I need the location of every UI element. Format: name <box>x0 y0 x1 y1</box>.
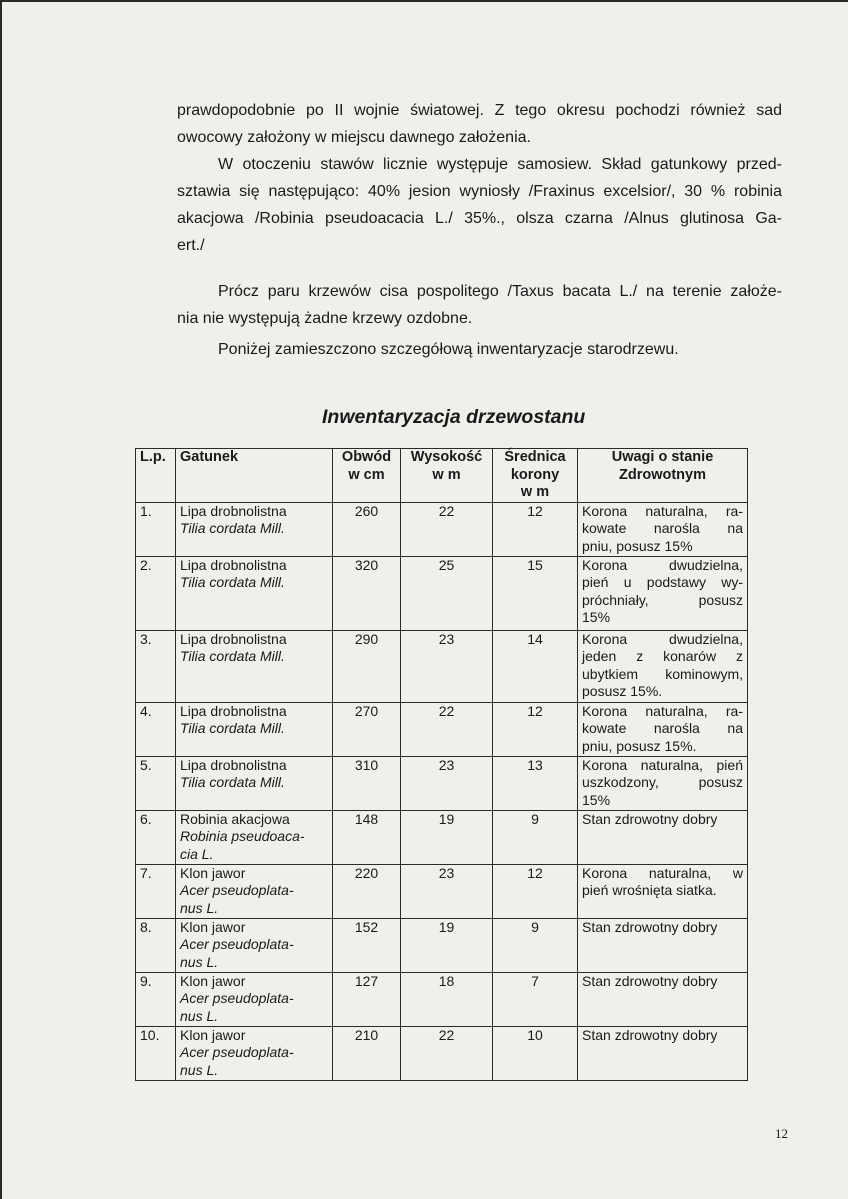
note-line: 15% <box>582 609 611 625</box>
header-obwod <box>333 449 401 503</box>
cell-obwod: 148 <box>333 810 401 864</box>
cell-wysokosc: 23 <box>401 756 493 810</box>
cell-uwagi <box>578 502 748 556</box>
cell-srednica: 7 <box>493 972 578 1026</box>
cell-lp: 2. <box>136 556 176 630</box>
species-latin-name: nus L. <box>180 953 219 970</box>
cell-gatunek <box>176 972 333 1026</box>
note-line: kowate narośla na <box>582 520 743 536</box>
species-latin-name: Acer pseudoplata- <box>180 1044 294 1060</box>
cell-obwod: 310 <box>333 756 401 810</box>
note-line: Stan zdrowotny dobry <box>582 972 718 989</box>
cell-wysokosc: 22 <box>401 702 493 756</box>
cell-uwagi <box>578 756 748 810</box>
cell-uwagi <box>578 556 748 630</box>
species-name: Klon jawor <box>180 1026 246 1043</box>
header-line: Wysokość <box>410 449 483 465</box>
cell-lp: 9. <box>136 972 176 1026</box>
note-line: Stan zdrowotny dobry <box>582 918 718 935</box>
text-line: owocowy założony w miejscu dawnego założenia. <box>177 129 531 146</box>
table-row <box>136 502 748 556</box>
table-row <box>136 864 748 918</box>
species-latin-name: nus L. <box>180 1007 219 1024</box>
cell-uwagi <box>578 918 748 972</box>
species-latin-name: nus L. <box>180 899 219 916</box>
species-latin-name: nus L. <box>180 1061 219 1078</box>
cell-wysokosc: 19 <box>401 810 493 864</box>
cell-wysokosc: 19 <box>401 918 493 972</box>
cell-gatunek <box>176 556 333 630</box>
text-line: Prócz paru krzewów cisa pospolitego /Taxus bacata L./ na terenie założe- <box>218 283 782 300</box>
text-line: sztawia się następująco: 40% jesion wyniosły /Fraxinus excelsior/, 30 % robinia <box>177 183 782 200</box>
cell-wysokosc: 23 <box>401 864 493 918</box>
cell-obwod: 152 <box>333 918 401 972</box>
inventory-table <box>135 448 748 1081</box>
cell-uwagi <box>578 864 748 918</box>
table-row <box>136 810 748 864</box>
cell-wysokosc: 23 <box>401 630 493 702</box>
header-srednica <box>493 449 578 503</box>
species-latin-name: Robinia pseudoaca- <box>180 828 305 844</box>
cell-srednica: 13 <box>493 756 578 810</box>
note-line: Korona naturalna, w <box>582 864 743 881</box>
text-line: nia nie występują żadne krzewy ozdobne. <box>177 310 473 327</box>
cell-uwagi <box>578 702 748 756</box>
cell-srednica: 14 <box>493 630 578 702</box>
cell-uwagi <box>578 972 748 1026</box>
species-latin-name: Acer pseudoplata- <box>180 882 294 898</box>
note-line: Korona naturalna, ra- <box>582 502 743 519</box>
species-name: Lipa drobnolistna <box>180 502 287 519</box>
table-row <box>136 702 748 756</box>
table-row <box>136 1026 748 1080</box>
cell-lp: 6. <box>136 810 176 864</box>
note-line: Korona naturalna, pień <box>582 756 743 773</box>
cell-gatunek <box>176 918 333 972</box>
header-line: Obwód <box>341 449 392 465</box>
note-line: pniu, posusz 15% <box>582 537 693 554</box>
cell-gatunek <box>176 630 333 702</box>
header-line: w cm <box>348 466 385 483</box>
note-line: uszkodzony, posusz <box>582 774 743 790</box>
header-gatunek: Gatunek <box>176 449 333 503</box>
note-line: pień wrośnięta siatka. <box>582 882 717 898</box>
header-line: w m <box>432 466 461 483</box>
table-header-row <box>136 449 748 503</box>
species-name: Klon jawor <box>180 972 246 989</box>
species-latin-name: Tilia cordata Mill. <box>180 774 285 790</box>
cell-wysokosc: 22 <box>401 502 493 556</box>
text-line: prawdopodobnie po II wojnie światowej. Z tego okresu pochodzi również sad <box>177 102 782 119</box>
cell-obwod: 270 <box>333 702 401 756</box>
cell-lp: 4. <box>136 702 176 756</box>
cell-obwod: 290 <box>333 630 401 702</box>
paragraph-4 <box>177 336 782 363</box>
paragraph-1 <box>177 97 782 151</box>
table-row <box>136 756 748 810</box>
header-line: korony <box>510 466 560 483</box>
cell-wysokosc: 22 <box>401 1026 493 1080</box>
note-line: Korona dwudzielna, <box>582 556 743 573</box>
species-latin-name: cia L. <box>180 845 214 862</box>
note-line: Stan zdrowotny dobry <box>582 810 718 827</box>
note-line: Stan zdrowotny dobry <box>582 1026 718 1043</box>
header-line: Uwagi o stanie <box>611 449 714 465</box>
table-row <box>136 972 748 1026</box>
header-line: Zdrowotnym <box>619 466 706 483</box>
table-title: Inwentaryzacja drzewostanu <box>322 406 586 428</box>
cell-obwod: 210 <box>333 1026 401 1080</box>
cell-wysokosc: 25 <box>401 556 493 630</box>
cell-lp: 10. <box>136 1026 176 1080</box>
note-line: Korona naturalna, ra- <box>582 702 743 719</box>
cell-uwagi <box>578 630 748 702</box>
note-line: ubytkiem kominowym, <box>582 665 743 682</box>
note-line: próchniały, posusz <box>582 591 743 608</box>
note-line: pniu, posusz 15%. <box>582 737 697 754</box>
table-body <box>136 502 748 1080</box>
text-line: W otoczeniu stawów licznie występuje samosiew. Skład gatunkowy przed- <box>218 156 782 173</box>
header-lp: L.p. <box>136 449 176 503</box>
table-row <box>136 556 748 630</box>
cell-lp: 3. <box>136 630 176 702</box>
cell-obwod: 127 <box>333 972 401 1026</box>
header-line: Średnica <box>504 449 566 465</box>
species-latin-name: Acer pseudoplata- <box>180 936 294 952</box>
text-line: Poniżej zamieszczono szczegółową inwentaryzacje starodrzewu. <box>218 341 679 358</box>
cell-obwod: 260 <box>333 502 401 556</box>
table-row <box>136 918 748 972</box>
note-line: 15% <box>582 791 611 808</box>
cell-gatunek <box>176 810 333 864</box>
cell-lp: 5. <box>136 756 176 810</box>
table-row <box>136 630 748 702</box>
species-name: Lipa drobnolistna <box>180 702 287 719</box>
cell-obwod: 320 <box>333 556 401 630</box>
cell-gatunek <box>176 864 333 918</box>
species-latin-name: Tilia cordata Mill. <box>180 574 285 590</box>
species-name: Lipa drobnolistna <box>180 630 287 647</box>
note-line: posusz 15%. <box>582 683 663 699</box>
paragraph-3 <box>177 278 782 332</box>
header-uwagi <box>578 449 748 503</box>
species-name: Lipa drobnolistna <box>180 556 287 573</box>
paragraph-2 <box>177 151 782 259</box>
species-name: Klon jawor <box>180 918 246 935</box>
cell-srednica: 12 <box>493 502 578 556</box>
species-latin-name: Acer pseudoplata- <box>180 990 294 1006</box>
cell-srednica: 10 <box>493 1026 578 1080</box>
species-name: Klon jawor <box>180 864 246 881</box>
cell-obwod: 220 <box>333 864 401 918</box>
cell-srednica: 12 <box>493 702 578 756</box>
cell-srednica: 9 <box>493 810 578 864</box>
note-line: jeden z konarów z <box>582 648 743 664</box>
species-name: Robinia akacjowa <box>180 810 290 827</box>
cell-srednica: 9 <box>493 918 578 972</box>
cell-gatunek <box>176 702 333 756</box>
text-line: akacjowa /Robinia pseudoacacia L./ 35%., olsza czarna /Alnus glutinosa Ga- <box>177 210 782 227</box>
species-latin-name: Tilia cordata Mill. <box>180 648 285 664</box>
cell-srednica: 12 <box>493 864 578 918</box>
header-line: w m <box>520 484 550 500</box>
cell-lp: 1. <box>136 502 176 556</box>
cell-uwagi <box>578 1026 748 1080</box>
cell-srednica: 15 <box>493 556 578 630</box>
header-wysokosc <box>401 449 493 503</box>
cell-uwagi <box>578 810 748 864</box>
note-line: kowate narośla na <box>582 720 743 736</box>
cell-gatunek <box>176 502 333 556</box>
cell-lp: 7. <box>136 864 176 918</box>
page-number: 12 <box>775 1126 788 1141</box>
cell-wysokosc: 18 <box>401 972 493 1026</box>
cell-gatunek <box>176 1026 333 1080</box>
note-line: Korona dwudzielna, <box>582 630 743 647</box>
species-latin-name: Tilia cordata Mill. <box>180 720 285 736</box>
text-line: ert./ <box>177 237 205 254</box>
note-line: pień u podstawy wy- <box>582 574 743 590</box>
cell-lp: 8. <box>136 918 176 972</box>
cell-gatunek <box>176 756 333 810</box>
species-latin-name: Tilia cordata Mill. <box>180 520 285 536</box>
species-name: Lipa drobnolistna <box>180 756 287 773</box>
